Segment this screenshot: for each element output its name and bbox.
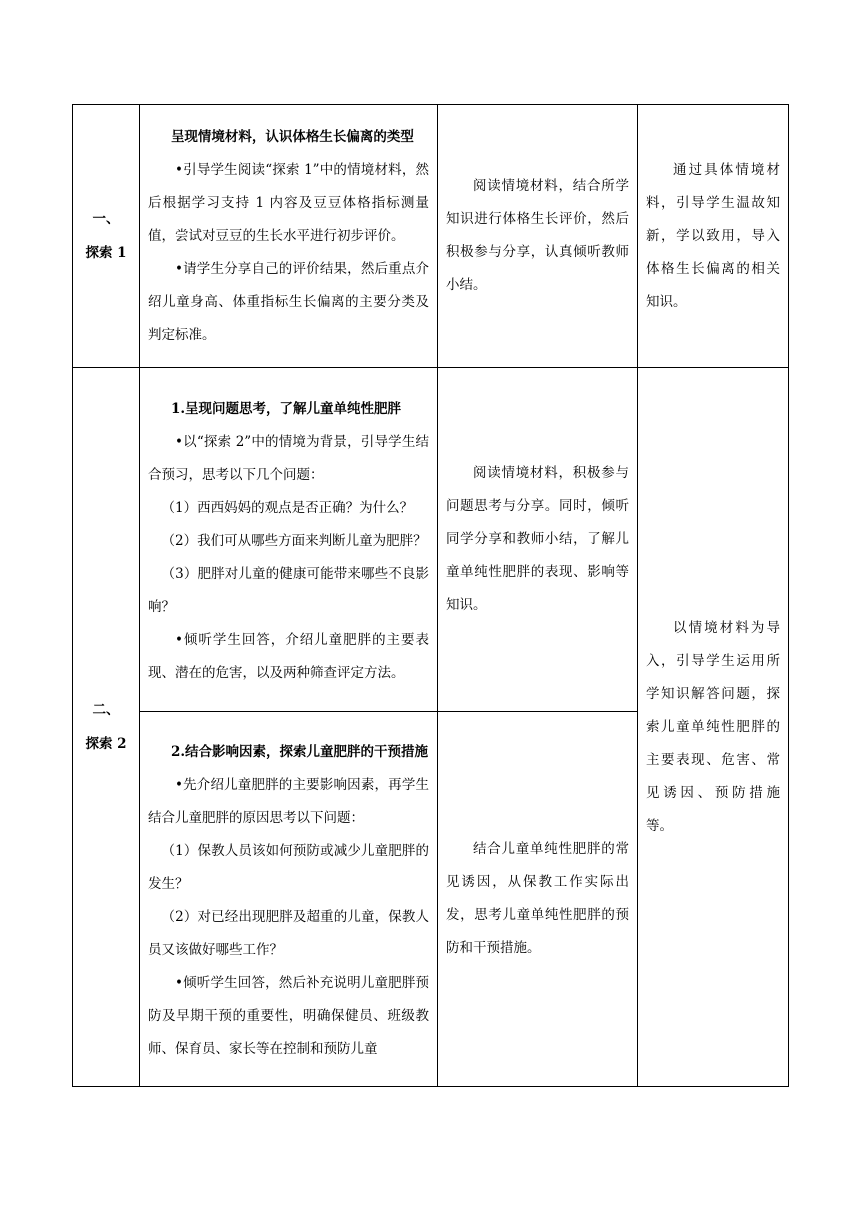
- student-activity-text: 阅读情境材料，结合所学知识进行体格生长评价，然后积极参与分享，认真倾听教师小结。: [446, 178, 629, 293]
- teacher-activity-cell: [140, 368, 438, 712]
- activity-heading: 1.呈现问题思考，了解儿童单纯性肥胖: [170, 401, 402, 417]
- stage-number: 二、: [92, 702, 120, 718]
- activity-item: •请学生分享自己的评价结果，然后重点介绍儿童身高、体重指标生长偏离的主要分类及判定标准。: [148, 260, 429, 343]
- design-intent-cell: [638, 105, 789, 368]
- stage-name: 探索 1: [85, 245, 127, 261]
- activity-heading: 2.结合影响因素，探索儿童肥胖的干预措施: [170, 744, 429, 760]
- lesson-plan-table: [72, 104, 789, 1087]
- student-activity-cell: [438, 105, 638, 368]
- activity-item: •引导学生阅读“探索 1”中的情境材料，然后根据学习支持 1 内容及豆豆体格指标测量值，尝试对豆豆的生长水平进行初步评价。: [148, 161, 429, 244]
- question-item: （2）对已经出现肥胖及超重的儿童，保教人员又该做好哪些工作？: [148, 909, 429, 958]
- table-row: [73, 105, 789, 368]
- design-intent-text: 以情境材料为导入，引导学生运用所学知识解答问题，探索儿童单纯性肥胖的主要表现、危害、常见诱因、预防措施等。: [646, 619, 780, 834]
- teacher-activity-cell: [140, 712, 438, 1087]
- activity-item: •先介绍儿童肥胖的主要影响因素，再学生结合儿童肥胖的原因思考以下问题：: [148, 777, 429, 826]
- design-intent-cell: [638, 368, 789, 1087]
- student-activity-text: 结合儿童单纯性肥胖的常见诱因，从保教工作实际出发，思考儿童单纯性肥胖的预防和干预措施。: [446, 841, 629, 956]
- question-item: （1）保教人员该如何预防或减少儿童肥胖的发生？: [148, 843, 429, 892]
- stage-name: 探索 2: [85, 736, 127, 752]
- activity-item: •以“探索 2”中的情境为背景，引导学生结合预习，思考以下几个问题：: [148, 434, 429, 483]
- question-item: （1）西西妈妈的观点是否正确？为什么？: [161, 500, 414, 516]
- student-activity-cell: [438, 712, 638, 1087]
- design-intent-text: 通过具体情境材料，引导学生温故知新，学以致用，导入体格生长偏离的相关知识。: [646, 161, 780, 310]
- activity-item: •倾听学生回答，然后补充说明儿童肥胖预防及早期干预的重要性，明确保健员、班级教师、保育员、家长等在控制和预防儿童: [148, 975, 429, 1057]
- stage-cell: [73, 105, 140, 368]
- table-row: [73, 368, 789, 712]
- activity-heading: 呈现情境材料，认识体格生长偏离的类型: [170, 128, 414, 145]
- student-activity-text: 阅读情境材料，积极参与问题思考与分享。同时，倾听同学分享和教师小结，了解儿童单纯性肥胖的表现、影响等知识。: [446, 465, 629, 613]
- question-item: （3）肥胖对儿童的健康可能带来哪些不良影响？: [148, 566, 429, 615]
- teacher-activity-cell: [140, 105, 438, 368]
- student-activity-cell: [438, 368, 638, 712]
- stage-cell: [73, 368, 140, 1087]
- stage-number: 一、: [92, 211, 120, 227]
- question-item: （2）我们可从哪些方面来判断儿童为肥胖？: [161, 533, 427, 549]
- activity-item: •倾听学生回答，介绍儿童肥胖的主要表现、潜在的危害，以及两种筛查评定方法。: [148, 632, 429, 681]
